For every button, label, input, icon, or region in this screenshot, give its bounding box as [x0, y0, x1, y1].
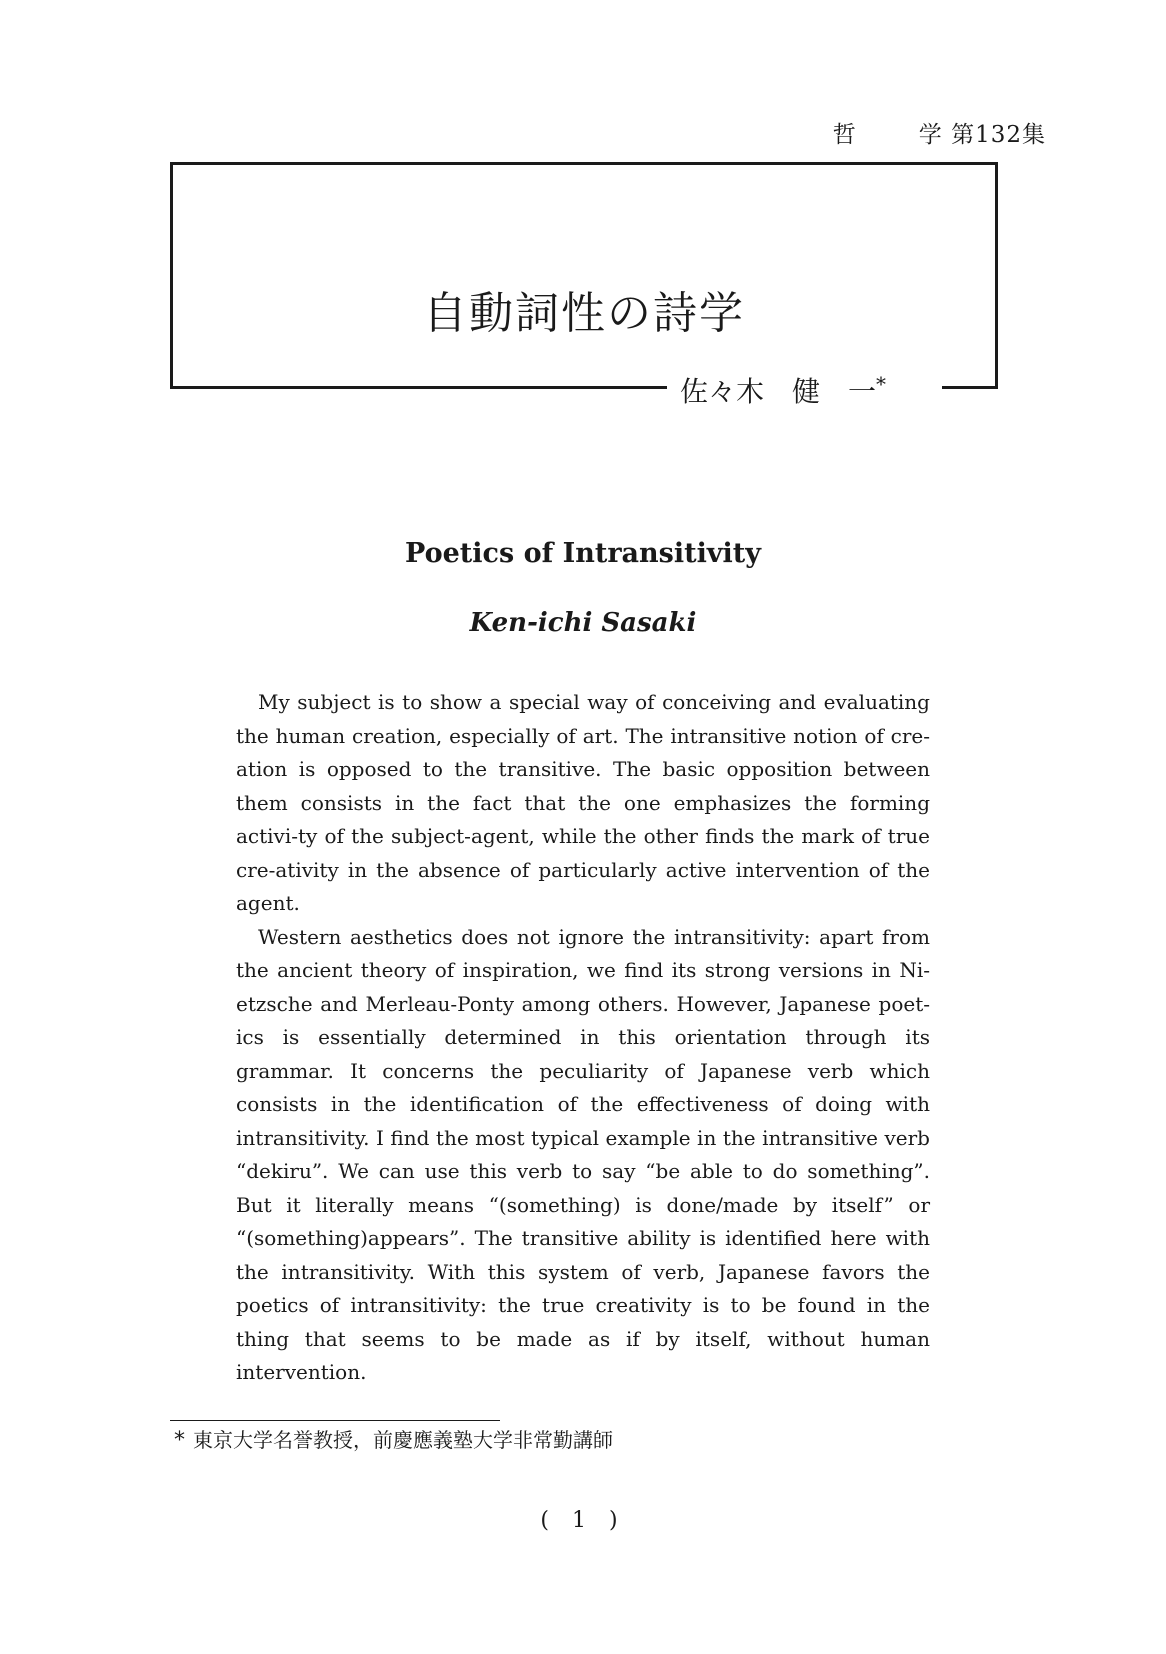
page-number: ( 1 )	[540, 1508, 626, 1533]
abstract-paragraph-2: Western aesthetics does not ignore the intransitivity: apart from the ancient theory of inspiration, we find its strong versions in Ni-etzsche and Merleau-Ponty among others. However, Japanese poet-ics is essentially determined in this orientation through its grammar. It concerns the peculiarity of Japanese verb which consists in the identification of the effectiveness of doing with intransitivity. I find the most typical example in the intransitive verb “dekiru”. We can use this verb to say “be able to do something”. But it literally means “(something) is done/made by itself” or “(something)appears”. The transitive ability is identified here with the intransitivity. With this system of verb, Japanese favors the poetics of intransitivity: the true creativity is to be found in the thing that seems to be made as if by itself, without human intervention.	[236, 924, 930, 1384]
footnote	[174, 1424, 613, 1453]
japanese-author	[680, 370, 886, 410]
title-frame-bottom-right-rule	[942, 386, 998, 389]
volume-number: 第132集	[951, 122, 1046, 148]
japanese-author-name: 佐々木 健 一	[680, 375, 877, 408]
footnote-mark: *	[174, 1428, 185, 1453]
footnote-rule	[170, 1420, 500, 1421]
journal-name-char-1: 哲	[832, 122, 857, 148]
abstract-paragraph-1: My subject is to show a special way of conceiving and evaluating the human creation, especially of art. The intransitive notion of cre-ation is opposed to the transitive. The basic opposition between them consists in the fact that the one emphasizes the forming activi-ty of the subject-agent, while the other finds the mark of true cre-ativity in the absence of particularly active intervention of the agent.	[236, 690, 930, 915]
journal-name-char-2: 学	[918, 122, 943, 148]
footnote-text: 東京大学名誉教授，前慶應義塾大学非常勤講師	[193, 1428, 613, 1452]
running-head	[833, 116, 1046, 149]
abstract	[236, 686, 930, 1390]
title-frame-bottom-left-rule	[170, 386, 667, 389]
english-author: Ken-ichi Sasaki	[469, 608, 697, 638]
title-frame	[170, 162, 998, 389]
english-title: Poetics of Intransitivity	[405, 538, 761, 569]
japanese-title: 自動詞性の詩学	[423, 288, 745, 340]
author-footnote-mark: *	[876, 372, 887, 396]
